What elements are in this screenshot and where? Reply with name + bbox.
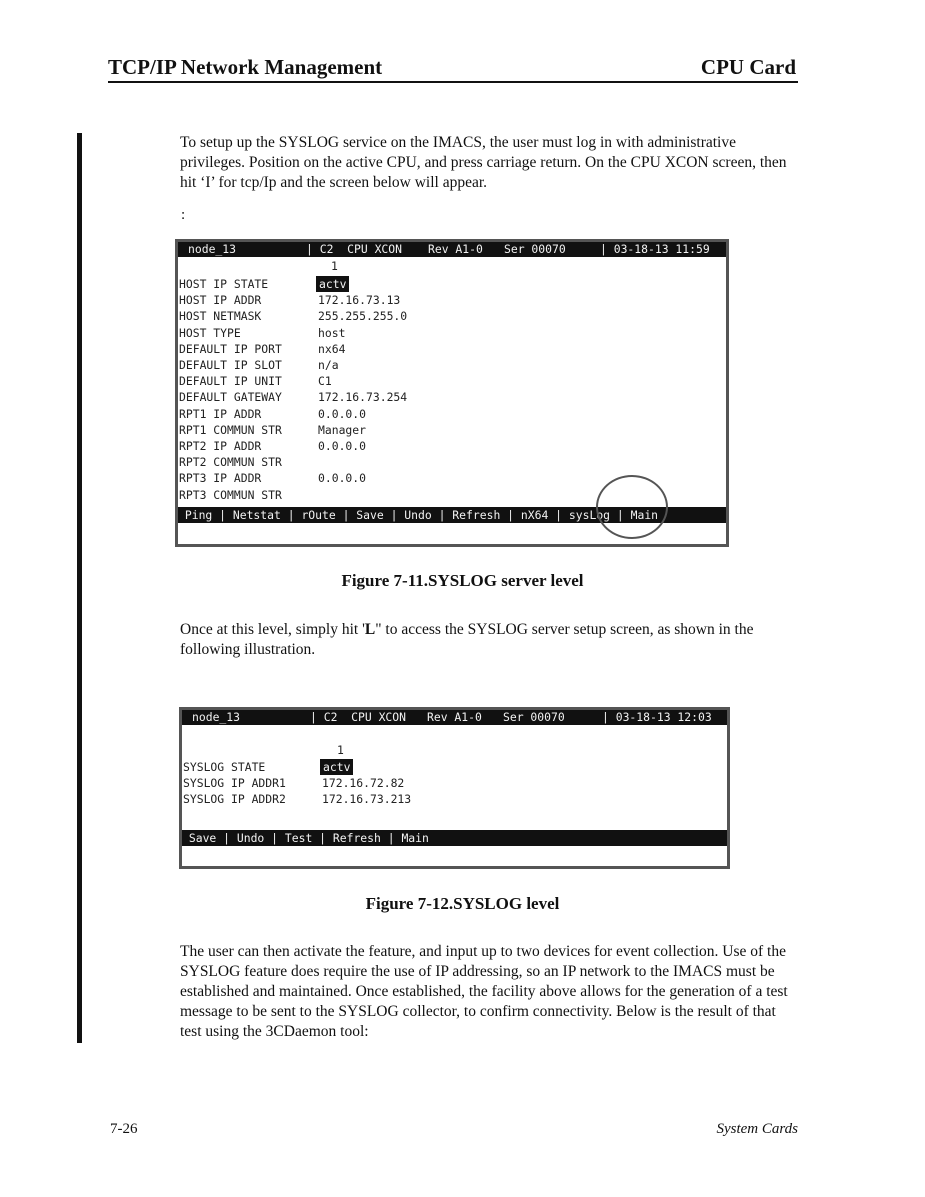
title-ser: Ser 00070: [503, 710, 565, 724]
terminal-screen-syslog: [179, 707, 730, 869]
title-datetime: | 03-18-13 12:03: [602, 710, 712, 724]
field-label: HOST NETMASK: [179, 309, 262, 324]
field-label: RPT1 IP ADDR: [179, 406, 262, 421]
page-number: 7-26: [110, 1121, 138, 1137]
header-title: TCP/IP Network Management: [108, 55, 383, 79]
closing-paragraph: The user can then activate the feature, and input up to two devices for event collection. Use of the SYSLOG feature does require the use of IP addressing, so an IP network to the IMACS must be established and maintained. Once established, the facility above allows for the generation of a test message to be sent to the SYSLOG collector, to confirm connectivity. Below is the result of that test using the 3CDaemon tool:: [180, 943, 788, 1040]
field-label: SYSLOG IP ADDR2: [183, 792, 286, 807]
field-value[interactable]: 0.0.0.0: [318, 471, 367, 486]
field-value[interactable]: actv: [316, 276, 349, 292]
field-label: RPT2 IP ADDR: [179, 439, 262, 453]
footer-section: System Cards: [716, 1121, 798, 1137]
field-value[interactable]: nx64: [318, 341, 346, 356]
command-menu[interactable]: Save | Undo | Test | Refresh | Main: [182, 830, 727, 846]
field-value[interactable]: 172.16.73.13: [318, 293, 401, 308]
field-label: HOST TYPE: [179, 325, 241, 340]
field-value[interactable]: 0.0.0.0: [318, 406, 367, 421]
field-label: SYSLOG IP ADDR1: [183, 776, 286, 791]
column-number: 1: [331, 259, 338, 273]
field-label: DEFAULT GATEWAY: [179, 390, 282, 405]
field-label: DEFAULT IP SLOT: [179, 358, 282, 372]
field-value[interactable]: actv: [320, 759, 353, 775]
field-label: RPT3 COMMUN STR: [179, 487, 282, 502]
field-label: HOST IP STATE: [179, 277, 269, 291]
intro-paragraph: To setup up the SYSLOG service on the IMACS, the user must log in with administrative privileges. Position on the active CPU, and press carriage return. On the CPU XCON screen, then hit ‘I’ for tcp/Ip and the screen below will appear.: [180, 134, 787, 191]
title-node: node_13: [192, 710, 241, 724]
field-label: SYSLOG STATE: [183, 760, 266, 774]
field-label: HOST IP ADDR: [179, 293, 262, 308]
title-card: | C2 CPU XCON: [306, 242, 403, 256]
middle-paragraph: [180, 620, 800, 660]
field-value[interactable]: n/a: [318, 358, 339, 372]
title-rev: Rev A1-0: [428, 242, 483, 256]
colon-marker: :: [181, 207, 186, 223]
field-value[interactable]: host: [318, 325, 346, 340]
field-label: RPT1 COMMUN STR: [179, 422, 282, 437]
title-card: | C2 CPU XCON: [310, 710, 407, 724]
field-label: RPT3 IP ADDR: [179, 471, 262, 486]
column-number: 1: [337, 743, 344, 757]
title-datetime: | 03-18-13 11:59: [600, 242, 710, 256]
field-label: DEFAULT IP PORT: [179, 341, 282, 356]
page-header: [108, 55, 798, 83]
field-value[interactable]: 172.16.73.254: [318, 390, 408, 405]
figure-caption-1: Figure 7-11.SYSLOG server level: [341, 571, 584, 590]
terminal-screen-tcpip: [175, 239, 729, 547]
command-menu[interactable]: Ping | Netstat | rOute | Save | Undo | Refresh | nX64 | sysLog | Main: [178, 507, 726, 523]
field-value[interactable]: 172.16.73.213: [322, 792, 412, 807]
annotation-circle: [596, 475, 668, 539]
figure-caption-2: Figure 7-12.SYSLOG level: [365, 894, 560, 913]
middle-paragraph-text-b: " to access the SYSLOG server setup screen, as shown in the following illustration.: [180, 621, 754, 658]
field-value[interactable]: Manager: [318, 422, 367, 437]
title-rev: Rev A1-0: [427, 710, 482, 724]
field-value[interactable]: 0.0.0.0: [318, 439, 367, 453]
title-ser: Ser 00070: [504, 242, 566, 256]
field-value[interactable]: 172.16.72.82: [322, 776, 405, 791]
field-value[interactable]: 255.255.255.0: [318, 309, 408, 324]
terminal-title-bar: [178, 242, 726, 257]
header-section: CPU Card: [700, 55, 796, 79]
field-value[interactable]: C1: [318, 374, 332, 389]
field-label: DEFAULT IP UNIT: [179, 374, 282, 389]
middle-paragraph-text-a: Once at this level, simply hit ': [180, 621, 365, 638]
terminal-title-bar: [182, 710, 727, 725]
middle-paragraph-key: L: [364, 621, 376, 638]
field-label: RPT2 COMMUN STR: [179, 455, 282, 470]
title-node: node_13: [188, 242, 237, 256]
